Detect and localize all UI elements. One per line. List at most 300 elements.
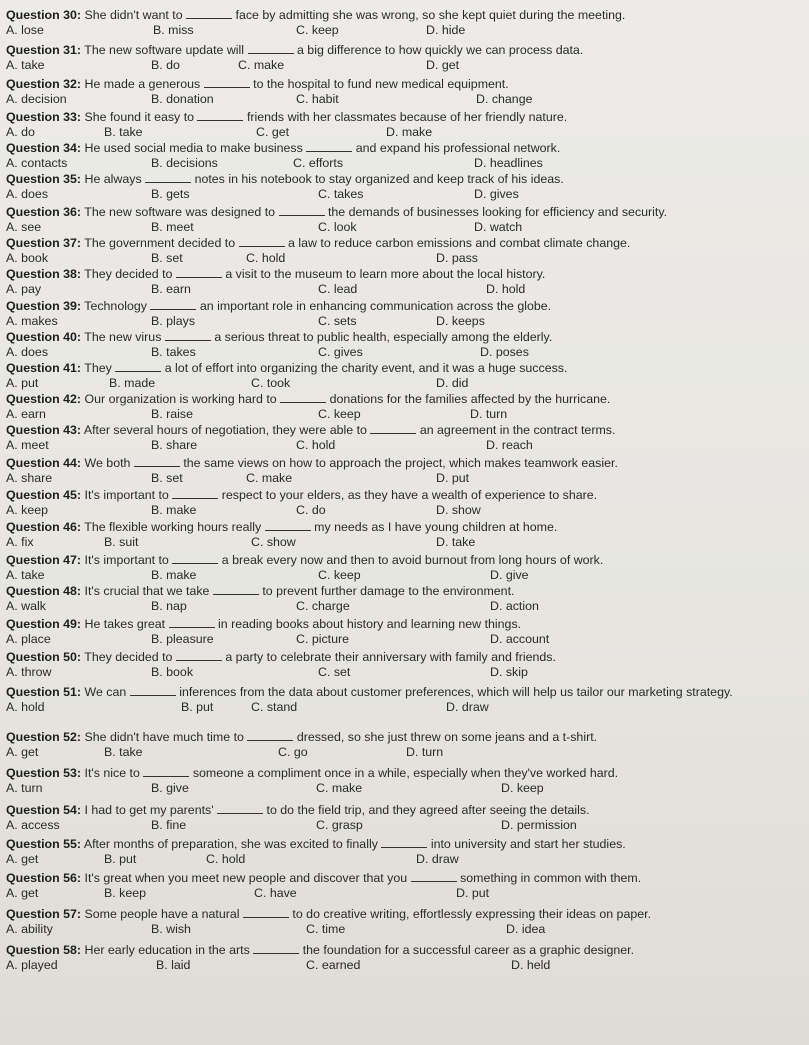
option-d[interactable]: D. keep bbox=[501, 781, 544, 795]
question-item bbox=[6, 267, 774, 297]
question-text-before: I had to get my parents' bbox=[84, 803, 214, 817]
option-a[interactable]: A. hold bbox=[6, 700, 45, 714]
option-a[interactable]: A. keep bbox=[6, 503, 49, 517]
option-d[interactable]: D. get bbox=[426, 58, 460, 72]
question-stem bbox=[6, 488, 774, 503]
question-text-after: a visit to the museum to learn more about the local history. bbox=[225, 267, 546, 281]
question-text-before: They decided to bbox=[84, 650, 173, 664]
question-text-after: an agreement in the contract terms. bbox=[419, 423, 616, 437]
question-text-before: Her early education in the arts bbox=[84, 943, 250, 957]
option-c[interactable]: C. sets bbox=[318, 314, 357, 328]
question-number: Question 30: bbox=[6, 8, 82, 22]
question-number: Question 35: bbox=[6, 172, 82, 186]
option-b[interactable]: B. earn bbox=[151, 282, 191, 296]
question-item bbox=[6, 871, 774, 901]
option-c[interactable]: C. grasp bbox=[316, 818, 363, 832]
question-number: Question 46: bbox=[6, 520, 82, 534]
question-stem bbox=[6, 584, 774, 599]
answer-blank[interactable] bbox=[115, 361, 161, 372]
question-text-after: the foundation for a successful career as a graphic designer. bbox=[302, 943, 635, 957]
option-a[interactable]: A. get bbox=[6, 745, 39, 759]
answer-blank[interactable] bbox=[145, 172, 191, 183]
answer-options bbox=[6, 92, 774, 107]
option-c[interactable]: C. set bbox=[318, 665, 351, 679]
question-text-before: He takes great bbox=[84, 617, 166, 631]
answer-blank[interactable] bbox=[381, 837, 427, 848]
question-item bbox=[6, 423, 774, 453]
question-stem bbox=[6, 766, 774, 781]
answer-blank[interactable] bbox=[370, 423, 416, 434]
option-c[interactable]: C. took bbox=[251, 376, 291, 390]
answer-blank[interactable] bbox=[253, 943, 299, 954]
answer-options bbox=[6, 700, 774, 715]
answer-blank[interactable] bbox=[134, 456, 180, 467]
question-text-after: dressed, so she just threw on some jeans and a t-shirt. bbox=[296, 730, 598, 744]
answer-options bbox=[6, 568, 774, 583]
question-number: Question 49: bbox=[6, 617, 82, 631]
answer-options bbox=[6, 535, 774, 550]
question-text-before: He made a generous bbox=[84, 77, 201, 91]
option-a[interactable]: A. pay bbox=[6, 282, 42, 296]
option-b[interactable]: B. gets bbox=[151, 187, 190, 201]
question-text-before: He always bbox=[84, 172, 142, 186]
answer-blank[interactable] bbox=[279, 205, 325, 216]
question-number: Question 32: bbox=[6, 77, 82, 91]
option-b[interactable]: B. suit bbox=[104, 535, 139, 549]
answer-blank[interactable] bbox=[280, 392, 326, 403]
option-c[interactable]: C. lead bbox=[318, 282, 358, 296]
question-stem bbox=[6, 77, 774, 92]
option-d[interactable]: D. put bbox=[456, 886, 490, 900]
option-c[interactable]: C. stand bbox=[251, 700, 298, 714]
option-b[interactable]: B. book bbox=[151, 665, 194, 679]
option-b[interactable]: B. share bbox=[151, 438, 198, 452]
option-b[interactable]: B. wish bbox=[151, 922, 191, 936]
option-b[interactable]: B. meet bbox=[151, 220, 194, 234]
question-stem bbox=[6, 299, 774, 314]
question-text-after: the demands of businesses looking for efficiency and security. bbox=[327, 205, 668, 219]
option-b[interactable]: B. takes bbox=[151, 345, 196, 359]
option-a[interactable]: A. turn bbox=[6, 781, 43, 795]
option-d[interactable]: D. take bbox=[436, 535, 476, 549]
option-b[interactable]: B. give bbox=[151, 781, 189, 795]
option-a[interactable]: A. contacts bbox=[6, 156, 68, 170]
option-c[interactable]: C. earned bbox=[306, 958, 361, 972]
question-stem bbox=[6, 236, 774, 251]
answer-blank[interactable] bbox=[265, 520, 311, 531]
question-text-before: She didn't want to bbox=[84, 8, 183, 22]
option-c[interactable]: C. picture bbox=[296, 632, 350, 646]
option-c[interactable]: C. charge bbox=[296, 599, 350, 613]
question-item bbox=[6, 43, 774, 73]
question-stem bbox=[6, 871, 774, 886]
answer-blank[interactable] bbox=[204, 77, 250, 88]
option-c[interactable]: C. keep bbox=[318, 568, 361, 582]
option-c[interactable]: C. make bbox=[238, 58, 285, 72]
question-stem bbox=[6, 520, 774, 535]
question-text-before: The new software was designed to bbox=[84, 205, 276, 219]
option-d[interactable]: D. make bbox=[386, 125, 433, 139]
question-text-after: to do creative writing, effortlessly expressing their ideas on paper. bbox=[292, 907, 652, 921]
option-c[interactable]: C. hold bbox=[296, 438, 336, 452]
answer-blank[interactable] bbox=[197, 110, 243, 121]
answer-options bbox=[6, 599, 774, 614]
question-number: Question 33: bbox=[6, 110, 82, 124]
question-item bbox=[6, 685, 774, 715]
answer-options bbox=[6, 632, 774, 647]
question-number: Question 56: bbox=[6, 871, 82, 885]
option-a[interactable]: A. see bbox=[6, 220, 42, 234]
option-a[interactable]: A. does bbox=[6, 345, 49, 359]
option-b[interactable]: B. do bbox=[151, 58, 180, 72]
question-stem bbox=[6, 172, 774, 187]
question-number: Question 55: bbox=[6, 837, 82, 851]
question-text-before: It's great when you meet new people and discover that you bbox=[84, 871, 408, 885]
question-number: Question 36: bbox=[6, 205, 82, 219]
option-d[interactable]: D. put bbox=[436, 471, 470, 485]
question-text-after: and expand his professional network. bbox=[355, 141, 561, 155]
question-text-before: It's important to bbox=[84, 553, 169, 567]
option-b[interactable]: B. set bbox=[151, 251, 183, 265]
question-text-after: to prevent further damage to the environment. bbox=[262, 584, 515, 598]
option-d[interactable]: D. turn bbox=[406, 745, 444, 759]
option-b[interactable]: B. laid bbox=[156, 958, 191, 972]
answer-blank[interactable] bbox=[239, 236, 285, 247]
answer-options bbox=[6, 125, 774, 140]
option-c[interactable]: C. habit bbox=[296, 92, 339, 106]
question-item bbox=[6, 584, 774, 614]
question-item bbox=[6, 488, 774, 518]
option-a[interactable]: A. makes bbox=[6, 314, 58, 328]
option-b[interactable]: B. plays bbox=[151, 314, 196, 328]
question-text-before: It's important to bbox=[84, 488, 169, 502]
question-text-after: someone a compliment once in a while, especially when they've worked hard. bbox=[192, 766, 619, 780]
question-number: Question 48: bbox=[6, 584, 82, 598]
option-d[interactable]: D. draw bbox=[416, 852, 459, 866]
option-a[interactable]: A. does bbox=[6, 187, 49, 201]
question-stem bbox=[6, 361, 774, 376]
question-stem bbox=[6, 205, 774, 220]
question-stem bbox=[6, 423, 774, 438]
option-d[interactable]: D. gives bbox=[474, 187, 519, 201]
option-d[interactable]: D. pass bbox=[436, 251, 479, 265]
answer-blank[interactable] bbox=[143, 766, 189, 777]
question-text-after: notes in his notebook to stay organized and keep track of his ideas. bbox=[194, 172, 564, 186]
option-a[interactable]: A. decision bbox=[6, 92, 67, 106]
answer-options bbox=[6, 781, 774, 796]
option-c[interactable]: C. takes bbox=[318, 187, 364, 201]
question-item bbox=[6, 520, 774, 550]
question-number: Question 42: bbox=[6, 392, 82, 406]
option-d[interactable]: D. did bbox=[436, 376, 469, 390]
question-item bbox=[6, 141, 774, 171]
option-d[interactable]: D. reach bbox=[486, 438, 533, 452]
question-stem bbox=[6, 943, 774, 958]
question-number: Question 52: bbox=[6, 730, 82, 744]
option-b[interactable]: B. nap bbox=[151, 599, 187, 613]
option-c[interactable]: C. hold bbox=[246, 251, 286, 265]
question-text-after: the same views on how to approach the project, which makes teamwork easier. bbox=[183, 456, 618, 470]
question-item bbox=[6, 110, 774, 140]
option-d[interactable]: D. draw bbox=[446, 700, 489, 714]
option-c[interactable]: C. show bbox=[251, 535, 296, 549]
question-text-after: a break every now and then to avoid burnout from long hours of work. bbox=[221, 553, 604, 567]
question-number: Question 43: bbox=[6, 423, 82, 437]
question-item bbox=[6, 392, 774, 422]
option-d[interactable]: D. show bbox=[436, 503, 481, 517]
question-text-after: donations for the families affected by the hurricane. bbox=[329, 392, 611, 406]
option-c[interactable]: C. make bbox=[316, 781, 363, 795]
question-text-before: Some people have a natural bbox=[84, 907, 240, 921]
answer-options bbox=[6, 471, 774, 486]
option-a[interactable]: A. put bbox=[6, 376, 39, 390]
option-b[interactable]: B. take bbox=[104, 745, 143, 759]
question-stem bbox=[6, 8, 774, 23]
option-c[interactable]: C. have bbox=[254, 886, 297, 900]
question-text-before: She didn't have much time to bbox=[84, 730, 244, 744]
question-text-before: She found it easy to bbox=[84, 110, 195, 124]
question-text-after: a party to celebrate their anniversary with family and friends. bbox=[225, 650, 556, 664]
question-stem bbox=[6, 553, 774, 568]
answer-options bbox=[6, 251, 774, 266]
question-text-before: The new software update will bbox=[84, 43, 245, 57]
question-text-before: After months of preparation, she was excited to finally bbox=[83, 837, 378, 851]
question-item bbox=[6, 553, 774, 583]
question-number: Question 57: bbox=[6, 907, 82, 921]
option-b[interactable]: B. made bbox=[109, 376, 156, 390]
question-text-after: friends with her classmates because of her friendly nature. bbox=[246, 110, 568, 124]
question-item bbox=[6, 766, 774, 796]
option-d[interactable]: D. turn bbox=[470, 407, 508, 421]
question-item bbox=[6, 617, 774, 647]
question-text-after: my needs as I have young children at home. bbox=[314, 520, 558, 534]
question-stem bbox=[6, 141, 774, 156]
question-text-before: It's nice to bbox=[84, 766, 140, 780]
option-c[interactable]: C. efforts bbox=[293, 156, 344, 170]
question-text-before: He used social media to make business bbox=[84, 141, 303, 155]
option-d[interactable]: D. action bbox=[490, 599, 539, 613]
option-b[interactable]: B. decisions bbox=[151, 156, 218, 170]
question-text-before: We both bbox=[84, 456, 131, 470]
question-item bbox=[6, 943, 774, 973]
question-text-after: to do the field trip, and they agreed after seeing the details. bbox=[266, 803, 590, 817]
answer-options bbox=[6, 745, 774, 760]
option-d[interactable]: D. headlines bbox=[474, 156, 543, 170]
answer-options bbox=[6, 220, 774, 235]
option-a[interactable]: A. lose bbox=[6, 23, 44, 37]
option-a[interactable]: A. get bbox=[6, 852, 39, 866]
question-text-after: to the hospital to fund new medical equipment. bbox=[253, 77, 509, 91]
answer-options bbox=[6, 407, 774, 422]
option-d[interactable]: D. keeps bbox=[436, 314, 485, 328]
answer-blank[interactable] bbox=[172, 553, 218, 564]
question-text-after: in reading books about history and learning new things. bbox=[218, 617, 522, 631]
question-stem bbox=[6, 907, 774, 922]
option-c[interactable]: C. gives bbox=[318, 345, 363, 359]
option-b[interactable]: B. raise bbox=[151, 407, 194, 421]
option-a[interactable]: A. played bbox=[6, 958, 58, 972]
answer-options bbox=[6, 665, 774, 680]
question-item bbox=[6, 650, 774, 680]
option-b[interactable]: B. fine bbox=[151, 818, 187, 832]
answer-options bbox=[6, 922, 774, 937]
answer-options bbox=[6, 23, 774, 38]
option-b[interactable]: B. set bbox=[151, 471, 183, 485]
answer-options bbox=[6, 438, 774, 453]
question-text-after: inferences from the data about customer preferences, which will help us tailor our marketing strategy. bbox=[179, 685, 733, 699]
question-stem bbox=[6, 650, 774, 665]
option-b[interactable]: B. take bbox=[104, 125, 143, 139]
answer-options bbox=[6, 958, 774, 973]
option-c[interactable]: C. do bbox=[296, 503, 326, 517]
option-d[interactable]: D. change bbox=[476, 92, 533, 106]
answer-blank[interactable] bbox=[169, 617, 215, 628]
option-b[interactable]: B. make bbox=[151, 503, 197, 517]
option-c[interactable]: C. keep bbox=[318, 407, 361, 421]
answer-options bbox=[6, 58, 774, 73]
option-a[interactable]: A. place bbox=[6, 632, 51, 646]
option-b[interactable]: B. put bbox=[104, 852, 137, 866]
answer-options bbox=[6, 282, 774, 297]
question-item bbox=[6, 907, 774, 937]
question-stem bbox=[6, 43, 774, 58]
option-a[interactable]: A. fix bbox=[6, 535, 34, 549]
question-number: Question 58: bbox=[6, 943, 82, 957]
question-number: Question 53: bbox=[6, 766, 82, 780]
option-a[interactable]: A. earn bbox=[6, 407, 46, 421]
option-a[interactable]: A. walk bbox=[6, 599, 46, 613]
question-text-before: They decided to bbox=[84, 267, 173, 281]
question-stem bbox=[6, 730, 774, 745]
question-stem bbox=[6, 330, 774, 345]
question-item bbox=[6, 172, 774, 202]
question-number: Question 51: bbox=[6, 685, 82, 699]
answer-blank[interactable] bbox=[248, 43, 294, 54]
option-d[interactable]: D. skip bbox=[490, 665, 528, 679]
answer-options bbox=[6, 886, 774, 901]
answer-blank[interactable] bbox=[213, 584, 259, 595]
option-a[interactable]: A. do bbox=[6, 125, 35, 139]
question-stem bbox=[6, 837, 774, 852]
option-b[interactable]: B. make bbox=[151, 568, 197, 582]
answer-blank[interactable] bbox=[247, 730, 293, 741]
question-text-before: After several hours of negotiation, they were able to bbox=[83, 423, 367, 437]
question-stem bbox=[6, 110, 774, 125]
option-d[interactable]: D. give bbox=[490, 568, 529, 582]
question-text-before: We can bbox=[84, 685, 127, 699]
option-a[interactable]: A. get bbox=[6, 886, 39, 900]
question-text-before: Technology bbox=[84, 299, 147, 313]
question-text-after: into university and start her studies. bbox=[430, 837, 626, 851]
question-number: Question 39: bbox=[6, 299, 82, 313]
option-d[interactable]: D. hold bbox=[486, 282, 526, 296]
question-text-before: It's crucial that we take bbox=[84, 584, 210, 598]
option-d[interactable]: D. held bbox=[511, 958, 551, 972]
question-stem bbox=[6, 267, 774, 282]
question-number: Question 45: bbox=[6, 488, 82, 502]
option-a[interactable]: A. throw bbox=[6, 665, 52, 679]
question-item bbox=[6, 8, 774, 38]
answer-options bbox=[6, 345, 774, 360]
question-text-before: The new virus bbox=[84, 330, 162, 344]
option-d[interactable]: D. poses bbox=[480, 345, 529, 359]
question-stem bbox=[6, 456, 774, 471]
option-c[interactable]: C. look bbox=[318, 220, 357, 234]
question-stem bbox=[6, 803, 774, 818]
option-c[interactable]: C. hold bbox=[206, 852, 246, 866]
option-c[interactable]: C. time bbox=[306, 922, 346, 936]
question-text-before: The flexible working hours really bbox=[84, 520, 262, 534]
question-stem bbox=[6, 617, 774, 632]
answer-blank[interactable] bbox=[150, 299, 196, 310]
option-d[interactable]: D. hide bbox=[426, 23, 466, 37]
option-a[interactable]: A. access bbox=[6, 818, 60, 832]
option-b[interactable]: B. put bbox=[181, 700, 214, 714]
question-number: Question 44: bbox=[6, 456, 82, 470]
option-b[interactable]: B. miss bbox=[153, 23, 194, 37]
question-number: Question 41: bbox=[6, 361, 82, 375]
answer-blank[interactable] bbox=[165, 330, 211, 341]
question-number: Question 31: bbox=[6, 43, 82, 57]
answer-blank[interactable] bbox=[217, 803, 263, 814]
question-text-after: a big difference to how quickly we can process data. bbox=[296, 43, 584, 57]
question-item bbox=[6, 330, 774, 360]
answer-blank[interactable] bbox=[411, 871, 457, 882]
question-stem bbox=[6, 685, 774, 700]
option-c[interactable]: C. go bbox=[278, 745, 308, 759]
question-item bbox=[6, 236, 774, 266]
question-item bbox=[6, 299, 774, 329]
question-number: Question 38: bbox=[6, 267, 82, 281]
question-text-before: The government decided to bbox=[84, 236, 236, 250]
answer-blank[interactable] bbox=[306, 141, 352, 152]
option-a[interactable]: A. book bbox=[6, 251, 49, 265]
answer-blank[interactable] bbox=[176, 267, 222, 278]
answer-blank[interactable] bbox=[176, 650, 222, 661]
option-a[interactable]: A. meet bbox=[6, 438, 49, 452]
question-number: Question 37: bbox=[6, 236, 82, 250]
answer-blank[interactable] bbox=[130, 685, 176, 696]
option-b[interactable]: B. donation bbox=[151, 92, 214, 106]
answer-options bbox=[6, 818, 774, 833]
answer-options bbox=[6, 376, 774, 391]
option-c[interactable]: C. get bbox=[256, 125, 290, 139]
option-c[interactable]: C. keep bbox=[296, 23, 339, 37]
answer-blank[interactable] bbox=[243, 907, 289, 918]
option-d[interactable]: D. idea bbox=[506, 922, 546, 936]
answer-options bbox=[6, 187, 774, 202]
question-number: Question 50: bbox=[6, 650, 82, 664]
option-b[interactable]: B. pleasure bbox=[151, 632, 214, 646]
question-text-after: a lot of effort into organizing the charity event, and it was a huge success. bbox=[164, 361, 568, 375]
option-d[interactable]: D. permission bbox=[501, 818, 577, 832]
option-d[interactable]: D. watch bbox=[474, 220, 523, 234]
answer-blank[interactable] bbox=[172, 488, 218, 499]
answer-options bbox=[6, 852, 774, 867]
question-item bbox=[6, 456, 774, 486]
answer-blank[interactable] bbox=[186, 8, 232, 19]
option-c[interactable]: C. make bbox=[246, 471, 293, 485]
option-d[interactable]: D. account bbox=[490, 632, 550, 646]
option-a[interactable]: A. take bbox=[6, 58, 45, 72]
option-b[interactable]: B. keep bbox=[104, 886, 147, 900]
question-text-after: a law to reduce carbon emissions and combat climate change. bbox=[288, 236, 631, 250]
answer-options bbox=[6, 156, 774, 171]
option-a[interactable]: A. share bbox=[6, 471, 53, 485]
question-stem bbox=[6, 392, 774, 407]
option-a[interactable]: A. take bbox=[6, 568, 45, 582]
option-a[interactable]: A. ability bbox=[6, 922, 53, 936]
